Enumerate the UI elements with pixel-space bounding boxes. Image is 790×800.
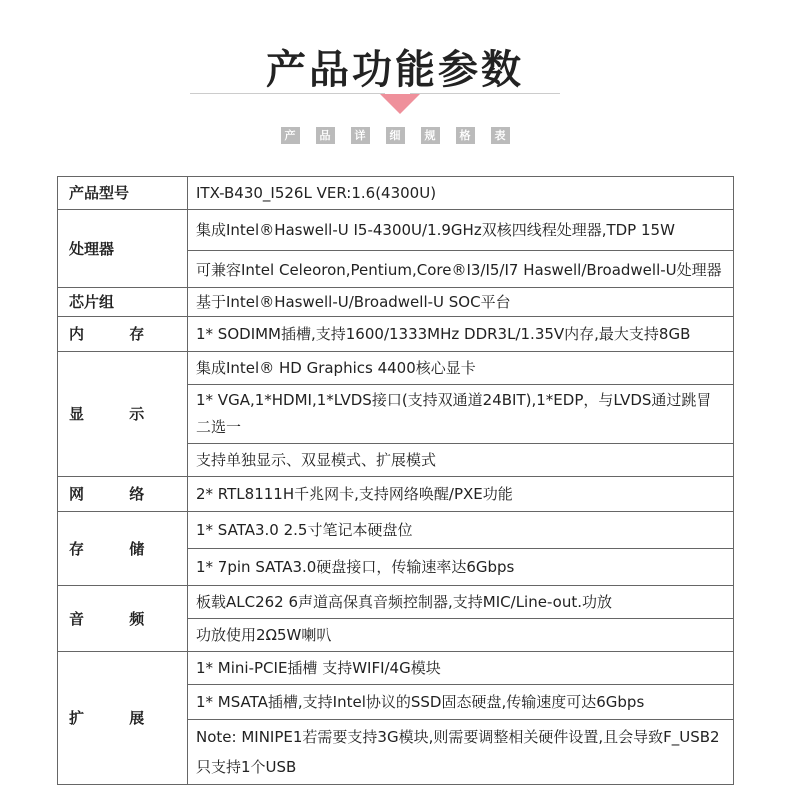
- spec-value: 1* SODIMM插槽,支持1600/1333MHz DDR3L/1.35V内存,最大支持8GB: [188, 317, 734, 352]
- spec-label: 网 络: [58, 477, 188, 512]
- spec-row-chipset: [58, 288, 734, 317]
- spec-value: 2* RTL8111H千兆网卡,支持网络唤醒/PXE功能: [188, 477, 734, 512]
- spec-value: Note: MINIPE1若需要支持3G模块,则需要调整相关硬件设置,且会导致F_USB2只支持1个USB: [188, 720, 734, 785]
- spec-row-model: [58, 177, 734, 210]
- spec-row-audio: [58, 586, 734, 619]
- subtitle-tag: 格: [456, 127, 475, 144]
- spec-value: 可兼容Intel Celeoron,Pentium,Core®I3/I5/I7 Haswell/Broadwell-U处理器: [188, 251, 734, 288]
- spec-row-network: [58, 477, 734, 512]
- spec-value: 板载ALC262 6声道高保真音频控制器,支持MIC/Line-out.功放: [188, 586, 734, 619]
- spec-value: 基于Intel®Haswell-U/Broadwell-U SOC平台: [188, 288, 734, 317]
- spec-value: 1* VGA,1*HDMI,1*LVDS接口(支持双通道24BIT),1*EDP，与LVDS通过跳冒二选一: [188, 385, 734, 444]
- spec-label: 存 储: [58, 512, 188, 586]
- spec-label: 扩 展: [58, 652, 188, 785]
- spec-value: ITX-B430_I526L VER:1.6(4300U): [188, 177, 734, 210]
- title-divider-left: [190, 93, 385, 94]
- spec-label: 芯片组: [58, 288, 188, 317]
- spec-value: 功放使用2Ω5W喇叭: [188, 619, 734, 652]
- spec-label: 处理器: [58, 210, 188, 288]
- subtitle-tag: 规: [421, 127, 440, 144]
- spec-value: 1* SATA3.0 2.5寸笔记本硬盘位: [188, 512, 734, 549]
- spec-value: 集成Intel®Haswell-U I5-4300U/1.9GHz双核四线程处理器,TDP 15W: [188, 210, 734, 251]
- down-triangle-icon: [380, 94, 420, 114]
- spec-value: 1* MSATA插槽,支持Intel协议的SSD固态硬盘,传输速度可达6Gbps: [188, 685, 734, 720]
- subtitle-tag: 表: [491, 127, 510, 144]
- header: [0, 0, 790, 176]
- spec-label: 产品型号: [58, 177, 188, 210]
- spec-label: 音 频: [58, 586, 188, 652]
- spec-row-storage: [58, 512, 734, 549]
- spec-value: 1* Mini-PCIE插槽 支持WIFI/4G模块: [188, 652, 734, 685]
- spec-table: [57, 176, 734, 785]
- subtitle-tag: 品: [316, 127, 335, 144]
- subtitle-tag: 细: [386, 127, 405, 144]
- subtitle-tags: [0, 127, 790, 144]
- title-divider-right: [410, 93, 560, 94]
- spec-row-memory: [58, 317, 734, 352]
- spec-value: 集成Intel® HD Graphics 4400核心显卡: [188, 352, 734, 385]
- subtitle-tag: 详: [351, 127, 370, 144]
- subtitle-tag: 产: [281, 127, 300, 144]
- spec-value: 支持单独显示、双显模式、扩展模式: [188, 444, 734, 477]
- spec-value: 1* 7pin SATA3.0硬盘接口，传输速率达6Gbps: [188, 549, 734, 586]
- spec-row-display: [58, 352, 734, 385]
- page-title: 产品功能参数: [266, 47, 524, 93]
- spec-label: 显 示: [58, 352, 188, 477]
- spec-label: 内 存: [58, 317, 188, 352]
- spec-row-expansion: [58, 652, 734, 685]
- spec-row-cpu: [58, 210, 734, 251]
